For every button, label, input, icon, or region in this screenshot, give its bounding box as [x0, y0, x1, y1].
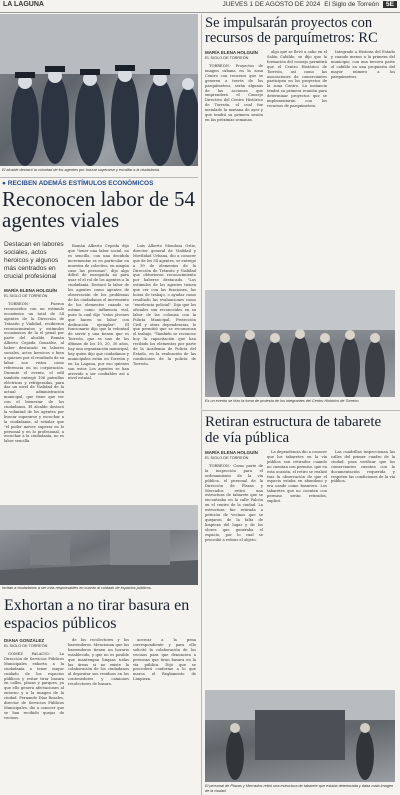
story3-col1-text: TORREÓN.- Como parte de la inspección para el ordenamiento de la vía pública, el personal de la Dirección de Plazas y Mercados retiró una estructura de tabarete que se encontraba en la calle Falcón en el centro de la ciudad. La estructura fue retirada a petición de vecinos que se quejaron de la falta de limpieza del lugar y de los olores que generaba el espacio, por lo cual se procedió a retirar el objeto. [205, 464, 263, 542]
byline-org: EL SIGLO DE TORREÓN [4, 293, 48, 298]
story2-col3 [331, 50, 395, 286]
story4-headline: Exhortan a no tirar basura en espacios públicos [4, 597, 190, 632]
street-photo-caption: Invitan a ciudadanos a ser más responsables en cuanto al cuidado de espacios públicos. [2, 586, 152, 590]
story4-byline [4, 638, 64, 649]
story1-deck: Destacan en labores sociales, actos heroicos y algunos más centrados en crucial profesional [4, 241, 64, 280]
byline-name: MARÍA ELENA HOLGUÍN [205, 450, 258, 455]
story3-col2 [267, 450, 327, 686]
street-photo [0, 505, 198, 585]
story2-col2-text: algo que se llevó a cabo en el Salón Cabildo, se dijo que la formación del consejo permitirá que el Centro Histórico de Torreón, así como las asociaciones de comerciantes participen en los proyectos de la zona Centro. La instancia tendrá su primera reunión para determinar proyectos que se implementarán con los recursos de parquímetros. [267, 50, 327, 108]
story4-col2-text: de los recolectores y los barrenderos. Mencionan que los barrenderos tienen un horario establecido, y que no es posible que mantengan limpias todas las áreas si no existe la colaboración de los ciudadanos al depositar sus residuos en los contenedores y camiones recolectores de basura. [68, 638, 129, 687]
page-number: 5E [383, 1, 397, 8]
story1-byline [4, 288, 64, 299]
story3-col1 [205, 464, 263, 686]
byline-org: EL SIGLO DE TORREÓN [205, 455, 249, 460]
divider [201, 410, 400, 411]
story3-col2-text: La dependencia dio a conocer que los tabaretes en la vía pública son retirados cuando no cuentan con permiso, que en esta ocasión, el retiro se realizó tras la observación de que el espacio estaba en abandono y era usado como basurero. Los tabaretes que no cuenten con permiso serán retirados, explicó. [267, 450, 327, 504]
byline-name: MARÍA ELENA HOLGUÍN [4, 288, 57, 293]
story1-col1 [4, 302, 64, 498]
section-name: LA LAGUNA [3, 1, 44, 8]
story1-col1-text: TORREÓN.- Fueron reconocidos con un estímulo económico un total de 54 agentes de la Dirección de Tránsito y Vialidad, recibieron reconocimientos y estímulos económicos de la el penal por parte del alcalde, Román Alberto Cepeda González, al haber destacado en labores sociales, actos heroicos o bien a quienes por el resultado de su labor son vistos como referencia en su corporación. Durante el evento, el edil también entregó 106 patrullas eléctricas y refrigeradas, para dar un nivel de Vialidad de la actual administración municipal, que tiene que ver con el bienestar de los ciudadanos. El alcalde destacó la voluntad de los agentes por buscar superarse y escuchar a la ciudadanía, al señalar que "el poder mover, superar en lo personal y en lo profesional, a escuchar a la ciudadanía, no es labor sencilla. [4, 302, 64, 444]
structure-photo [205, 690, 395, 782]
council-photo-image [205, 290, 395, 397]
agents-photo-caption: El alcalde destacó la voluntad de los agentes por buscar superarse y escalfar a la ciudadanía. [2, 168, 161, 172]
street-photo-image [0, 505, 198, 585]
agents-photo-image [0, 14, 198, 166]
story2-col1 [205, 64, 263, 286]
story2-byline [205, 50, 263, 61]
issue-date: JUEVES 1 DE AGOSTO DE 2024 [222, 1, 321, 8]
paper-name: El Siglo de Torreón [324, 1, 380, 8]
story1-kicker [2, 180, 198, 187]
story2-col3-text: Integrado a Historia del Estado y cuando menos a la primera del municipio, con una tercera parte el cabildo en una propuesta del mayor número a los parquímetros. [331, 50, 395, 79]
story1-col2 [68, 244, 129, 498]
story1-col3 [133, 244, 196, 498]
byline-name: MARÍA ELENA HOLGUÍN [205, 50, 258, 55]
story1-headline: Reconocen labor de 54 agentes viales [2, 187, 196, 232]
story1-kicker-text: RECIBEN ADEMÁS ESTÍMULOS ECONÓMICOS [7, 180, 154, 187]
story4-col3 [133, 638, 196, 792]
story3-col3 [331, 450, 395, 686]
story4-col1-text: GÓMEZ PALACIO.- La Dirección de Servicios Públicos Municipales exhorta a la ciudadanía a tener mayor cuidado de los espacios públicos y evitar tirar basura en calles, plazas y parques, ya que ello genera afectaciones al entorno y a la imagen de la ciudad. Fernando Díaz Rosales, director de Servicios Públicos Municipales, dio a conocer que se han recibido quejas de vecinos. [4, 652, 64, 720]
column-divider [201, 14, 202, 409]
story2-headline: Se impulsarán proyectos con recursos de parquímetros: RC [205, 15, 378, 46]
header-right [222, 1, 397, 8]
story3-byline [205, 450, 263, 461]
council-photo-caption: Es un evento se hizo la toma de protesta de los integrantes del Centro Histórico de Torreón. [205, 399, 360, 403]
agents-photo [0, 14, 198, 166]
story3-col3-text: Las cuadrillas inspeccionan las calles del primer cuadro de la ciudad, para verificar que los comerciantes cuenten con la documentación requerida y respeten las condiciones de la vía pública. [331, 450, 395, 484]
structure-photo-caption: El personal de Plazas y Mercados retiró una estructura de tabarete que estaba deteriorada y daba mala imagen de la ciudad. [205, 784, 394, 793]
byline-org: EL SIGLO DE TORREÓN [205, 55, 249, 60]
story2-col2 [267, 50, 327, 286]
column-divider [201, 410, 202, 795]
byline-org: EL SIGLO DE TORREÓN [4, 643, 48, 648]
byline-name: DIANA GONZÁLEZ [4, 638, 45, 643]
story1-col3-text: Luis Alberto Mendoza Ortiz, director general de Vialidad y Movilidad Urbana, dio a conocer que de los 54 agentes, se entregó a 39 de elementos de la Dirección de Tránsito y Vialidad que obtuvieron reconocimiento por haberse destacado. "Los estimulos de los agentes tienen que ver con las funciones, las horas de trabajo, o ayudar como resultado las evaluaciones como "excelencia policial". Dijo que los oficiales son reconocidos en su labor de las colonias con la Policía Municipal, Protección Civil y otras dependencias, lo que permitió que se reconozcan el trabajo. "También se reconoce hoy la capacitación que han recibido los elementos por parte de la Academia de Policía del Estado, en la evaluación de las condiciones de la policía de Torreón. [133, 244, 196, 366]
story3-headline: Retiran estructura de tabarete de vía pública [205, 414, 382, 446]
structure-photo-image [205, 690, 395, 782]
council-photo [205, 290, 395, 397]
story2-col1-text: TORREÓN.- Proyectos de imagen urbana en la zona Centro con recursos que se generen a través de los parquímetros, serán algunas de las acciones que emprenderá el Consejo Directivo del Centro Histórico de Torreón, el cual fue instalado la mañana de ayer y que tendrá su primera sesión en las próximas semanas. [205, 64, 263, 122]
story1-col2-text: Román Alberto Cepeda dijo que "tener una labor social, no es sencillo, con una decidida incrementar es en particular en muestra de colectivo, en ningún caso las personas", dijo algo difícil de enseguida no para usar el el rol de los agentes a la ciudadanía. Destacó la labor de los agentes como agentes de observación de los problemas de los ciudadanos el incremento de los elementos cuando se estime como influencia vial, pues lo cual dijo "estos jóvenes que hacen su labor con dedicación ejemplar". El funcionario dijo que la voluntad de servir y una tienen que es Torreón, que es uno de los últimos de los 10, 20, 30 años, hay una organización municipal, hay quien dijo que ciudadanos y municipales están en Torreón y en La Laguna, por eso quienes son estos Los agentes se han atrevido a ser confiables así a nivel estatal. [68, 244, 129, 381]
story4-col3-text: acercar a la pena correspondiente y para ello solicitó la colaboración de los vecinos para que denuncien a personas que tiran basura en la vía pública. Dijo que se procederá conforme a lo que marca el Reglamento de Limpieza. [133, 638, 196, 682]
story4-col2 [68, 638, 129, 792]
divider [0, 177, 198, 178]
kicker-bullet-icon: ● [2, 180, 6, 187]
story4-col1 [4, 652, 64, 792]
